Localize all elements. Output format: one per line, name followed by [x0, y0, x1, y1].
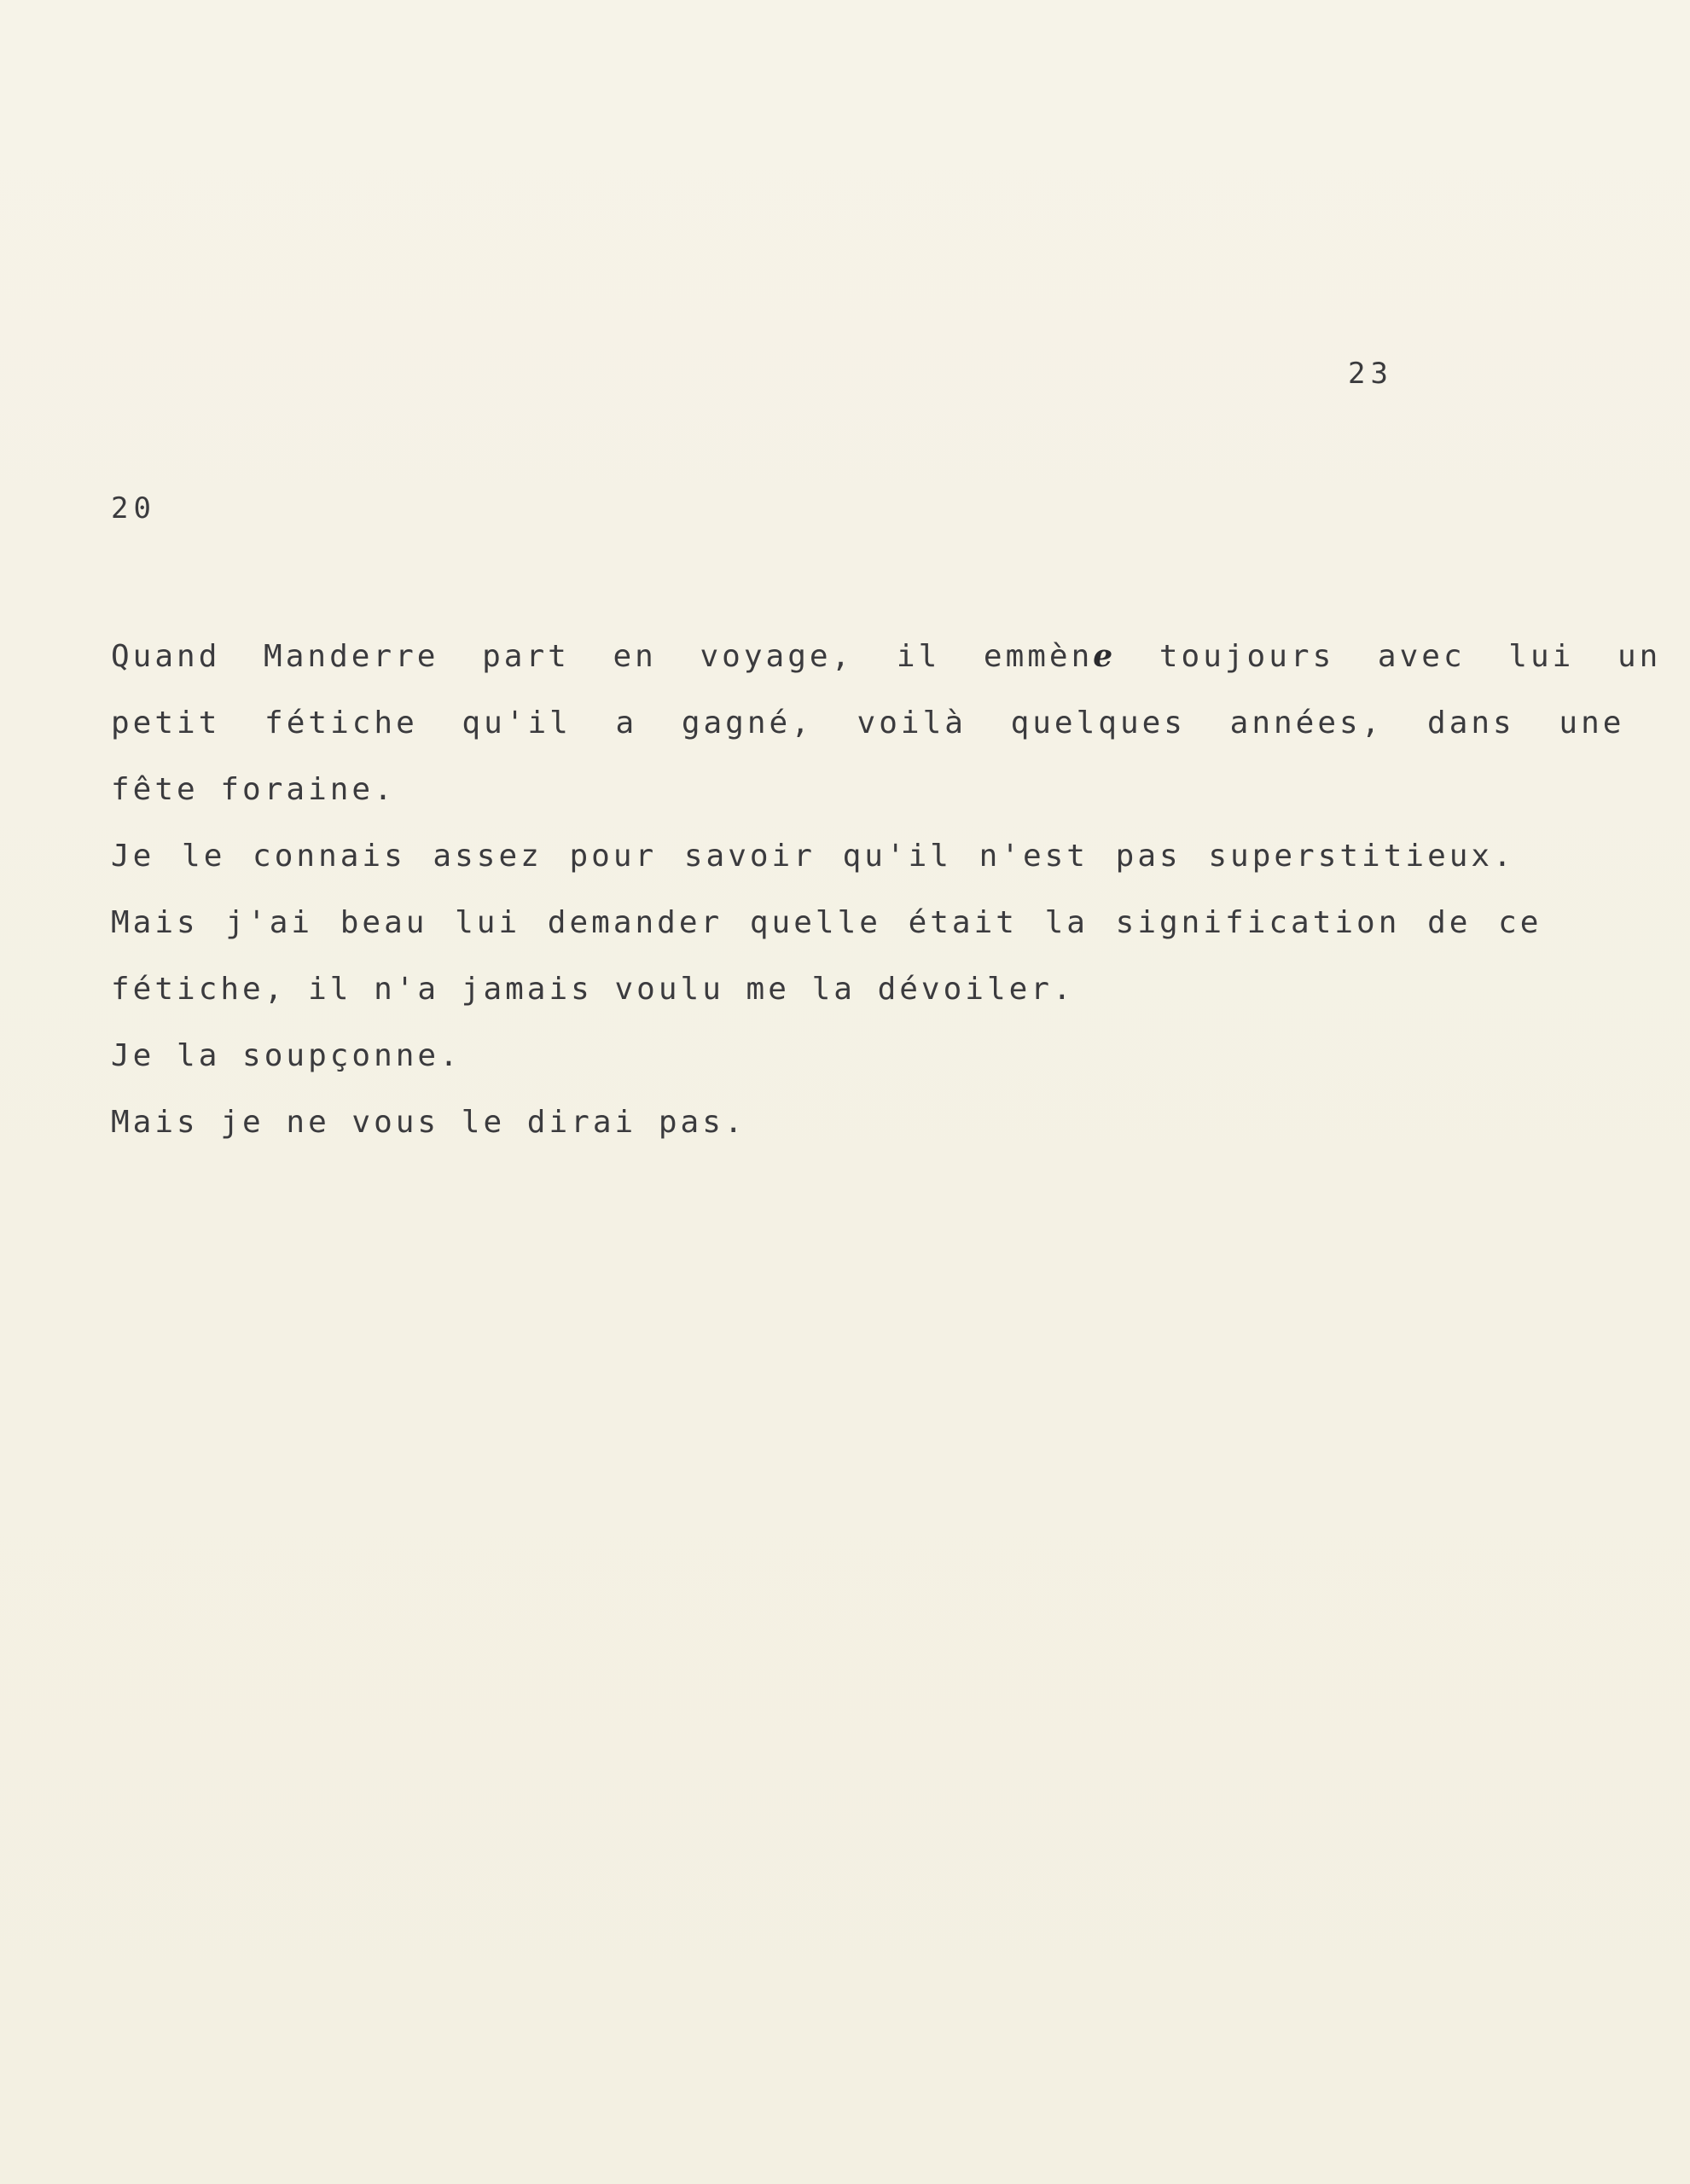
text-line-8: Mais je ne vous le dirai pas. — [111, 1105, 746, 1140]
text-line-3: fête foraine. — [111, 772, 396, 807]
text-line-1-part-1: Quand Manderre part en voyage, il emmèn — [111, 639, 1094, 674]
text-line-5: Mais j'ai beau lui demander quelle était la signification de ce — [111, 905, 1542, 940]
body-text — [111, 623, 1662, 1156]
page-number-top: 23 — [1348, 357, 1393, 391]
text-line-1 — [111, 623, 1662, 690]
text-line-7: Je la soupçonne. — [111, 1038, 462, 1073]
text-line-1-part-2: toujours avec lui un — [1116, 639, 1662, 674]
text-line-4: Je le connais assez pour savoir qu'il n'est pas superstitieux. — [111, 839, 1515, 874]
text-line-6: fétiche, il n'a jamais voulu me la dévoiler. — [111, 972, 1075, 1007]
handwritten-correction: e — [1093, 638, 1117, 674]
text-line-2: petit fétiche qu'il a gagné, voilà quelques années, dans une — [111, 706, 1625, 741]
section-number: 20 — [111, 491, 156, 526]
